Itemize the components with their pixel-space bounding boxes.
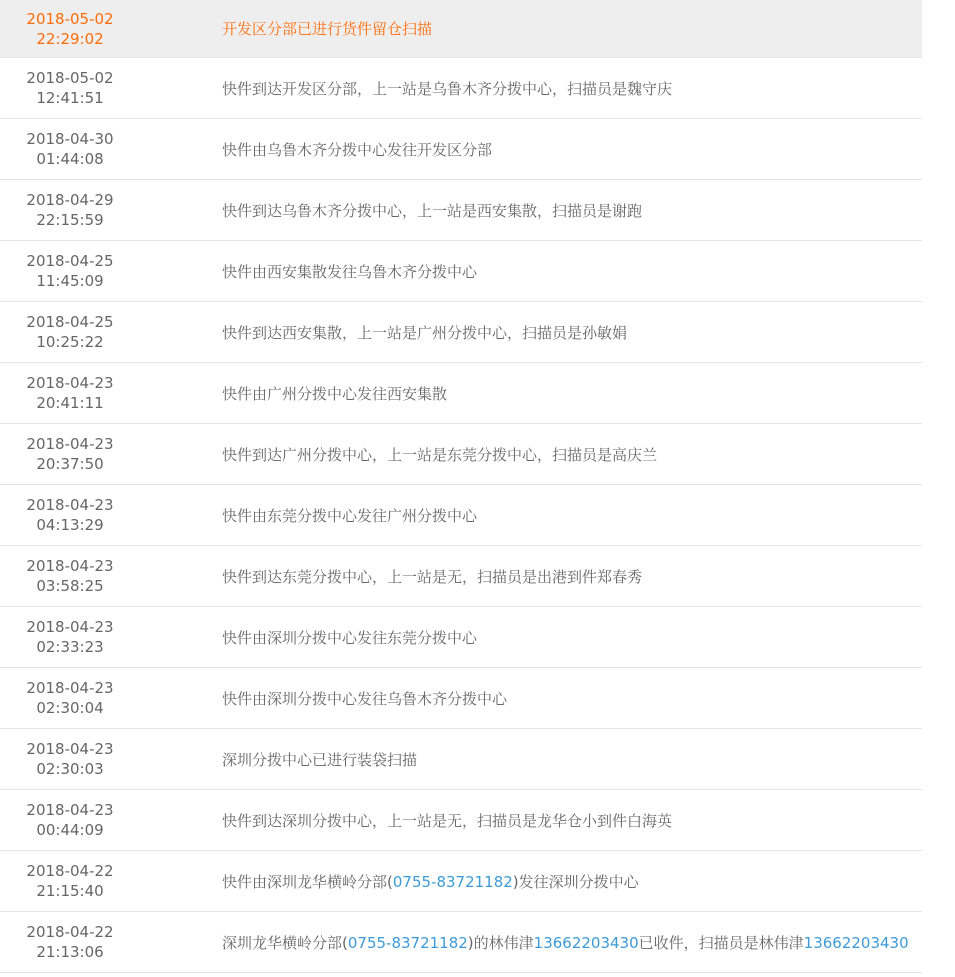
row-time: 21:15:40	[36, 882, 104, 900]
tracking-row	[0, 851, 922, 912]
tracking-row	[0, 180, 922, 241]
row-time: 21:13:06	[36, 943, 104, 961]
branch-phone-link[interactable]: 0755-83721182	[392, 872, 513, 891]
tracking-row	[0, 363, 922, 424]
row-timestamp	[0, 617, 140, 657]
row-description: 快件到达乌鲁木齐分拨中心，上一站是西安集散，扫描员是谢跑	[222, 201, 643, 220]
row-date: 2018-04-22	[26, 862, 114, 880]
row-date: 2018-04-23	[26, 740, 114, 758]
tracking-row	[0, 607, 922, 668]
row-date: 2018-04-23	[26, 374, 114, 392]
row-date: 2018-04-22	[26, 923, 114, 941]
row-date: 2018-04-23	[26, 435, 114, 453]
row-time: 04:13:29	[36, 516, 104, 534]
row-date: 2018-05-02	[26, 69, 114, 87]
row-time: 11:45:09	[36, 272, 104, 290]
row-time: 02:33:23	[36, 638, 104, 656]
row-timestamp	[0, 251, 140, 291]
row-time: 00:44:09	[36, 821, 104, 839]
row-description: 开发区分部已进行货件留仓扫描	[222, 20, 433, 38]
row-date: 2018-04-23	[26, 618, 114, 636]
row-timestamp	[0, 190, 140, 230]
row-date: 2018-04-25	[26, 313, 114, 331]
row-timestamp	[0, 800, 140, 840]
tracking-row	[0, 424, 922, 485]
row-date: 2018-04-23	[26, 557, 114, 575]
row-time: 02:30:03	[36, 760, 104, 778]
row-description: 快件由广州分拨中心发往西安集散	[222, 384, 448, 403]
row-description: 快件到达广州分拨中心，上一站是东莞分拨中心，扫描员是高庆兰	[222, 445, 658, 464]
row-timestamp	[0, 312, 140, 352]
tracking-row	[0, 58, 922, 119]
tracking-row	[0, 302, 922, 363]
row-date: 2018-04-29	[26, 191, 114, 209]
row-time: 01:44:08	[36, 150, 104, 168]
row-description: 快件由深圳龙华横岭分部(0755-83721182)发往深圳分拨中心	[222, 872, 639, 891]
row-time: 22:15:59	[36, 211, 104, 229]
row-time: 20:41:11	[36, 394, 104, 412]
row-time: 10:25:22	[36, 333, 104, 351]
row-description: 深圳龙华横岭分部(0755-83721182)的林伟津13662203430已收件，扫描员是林伟津13662203430	[222, 933, 909, 952]
branch-phone-link[interactable]: 0755-83721182	[347, 933, 468, 952]
row-description: 快件到达开发区分部，上一站是乌鲁木齐分拨中心，扫描员是魏守庆	[222, 79, 673, 98]
tracking-row	[0, 119, 922, 180]
tracking-row	[0, 790, 922, 851]
row-time: 22:29:02	[36, 29, 104, 48]
row-time: 12:41:51	[36, 89, 104, 107]
courier-phone-link[interactable]: 13662203430	[533, 933, 639, 952]
row-timestamp	[0, 129, 140, 169]
row-timestamp	[0, 922, 140, 962]
tracking-row	[0, 546, 922, 607]
row-description: 快件由东莞分拨中心发往广州分拨中心	[222, 506, 478, 525]
row-date: 2018-04-23	[26, 679, 114, 697]
tracking-row	[0, 912, 922, 973]
tracking-row	[0, 668, 922, 729]
row-time: 20:37:50	[36, 455, 104, 473]
row-description: 深圳分拨中心已进行装袋扫描	[222, 750, 418, 769]
row-description: 快件由西安集散发往乌鲁木齐分拨中心	[222, 262, 478, 281]
tracking-row	[0, 729, 922, 790]
tracking-row	[0, 485, 922, 546]
row-timestamp	[0, 9, 140, 49]
row-description: 快件由深圳分拨中心发往东莞分拨中心	[222, 628, 478, 647]
row-timestamp	[0, 68, 140, 108]
row-timestamp	[0, 495, 140, 535]
tracking-row	[0, 0, 922, 58]
row-date: 2018-04-30	[26, 130, 114, 148]
row-description: 快件由深圳分拨中心发往乌鲁木齐分拨中心	[222, 689, 508, 708]
row-date: 2018-04-23	[26, 801, 114, 819]
row-description: 快件由乌鲁木齐分拨中心发往开发区分部	[222, 140, 493, 159]
row-description: 快件到达东莞分拨中心，上一站是无，扫描员是出港到件郑春秀	[222, 567, 643, 586]
row-timestamp	[0, 678, 140, 718]
row-time: 03:58:25	[36, 577, 104, 595]
row-description: 快件到达西安集散，上一站是广州分拨中心，扫描员是孙敏娟	[222, 323, 628, 342]
row-date: 2018-04-23	[26, 496, 114, 514]
tracking-row	[0, 241, 922, 302]
row-description: 快件到达深圳分拨中心，上一站是无，扫描员是龙华仓小到件白海英	[222, 811, 673, 830]
row-timestamp	[0, 434, 140, 474]
scanner-phone-link[interactable]: 13662203430	[803, 933, 909, 952]
row-timestamp	[0, 739, 140, 779]
row-date: 2018-05-02	[26, 9, 114, 28]
row-timestamp	[0, 861, 140, 901]
row-time: 02:30:04	[36, 699, 104, 717]
row-date: 2018-04-25	[26, 252, 114, 270]
row-timestamp	[0, 373, 140, 413]
row-timestamp	[0, 556, 140, 596]
